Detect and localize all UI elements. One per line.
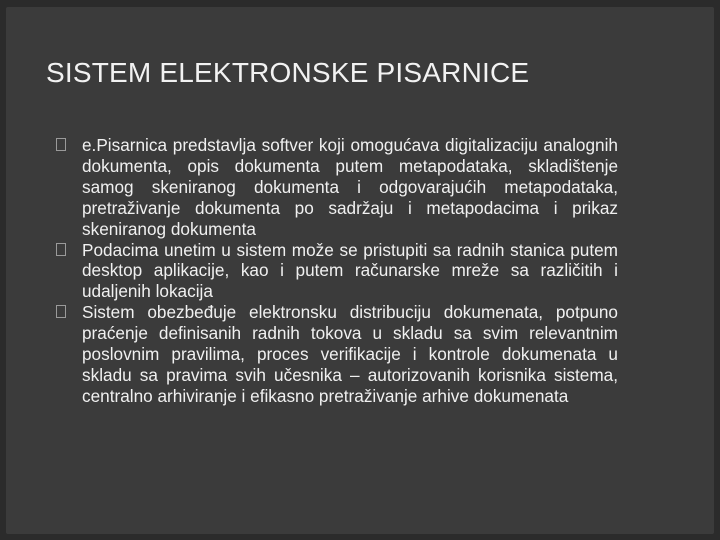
bullet-item <box>46 302 618 407</box>
content-panel <box>6 7 714 534</box>
bullet-item <box>46 240 618 303</box>
square-bullet-icon <box>56 243 66 256</box>
square-bullet-icon <box>56 138 66 151</box>
bullet-text: Podacima unetim u sistem može se pristupiti sa radnih stanica putem desktop aplikacije, kao i putem računarske mreže sa različitih i udaljenih lokacija <box>82 239 618 302</box>
slide-title: SISTEM ELEKTRONSKE PISARNICE <box>46 57 530 88</box>
bullet-text: Sistem obezbeđuje elektronsku distribuciju dokumenata, potpuno praćenje definisanih radnih tokova u skladu sa svim relevantnim poslovnim pravilima, proces verifikacije i kontrole dokumenata u skladu sa pravima svih učesnika – autorizovanih korisnika sistema, centralno arhiviranje i efikasno pretraživanje arhive dokumenata <box>82 302 618 406</box>
bullet-list <box>46 135 618 407</box>
bullet-item <box>46 135 618 240</box>
square-bullet-icon <box>56 305 66 318</box>
bullet-text: e.Pisarnica predstavlja softver koji omogućava digitalizaciju analognih dokumenta, opis dokumenta putem metapodataka, skladištenje samog skeniranog dokumenta i odgovarajućih metapodataka, pretraživanje dokumenta po sadržaju i metapodacima i prikaz skeniranog dokumenta <box>82 135 618 239</box>
